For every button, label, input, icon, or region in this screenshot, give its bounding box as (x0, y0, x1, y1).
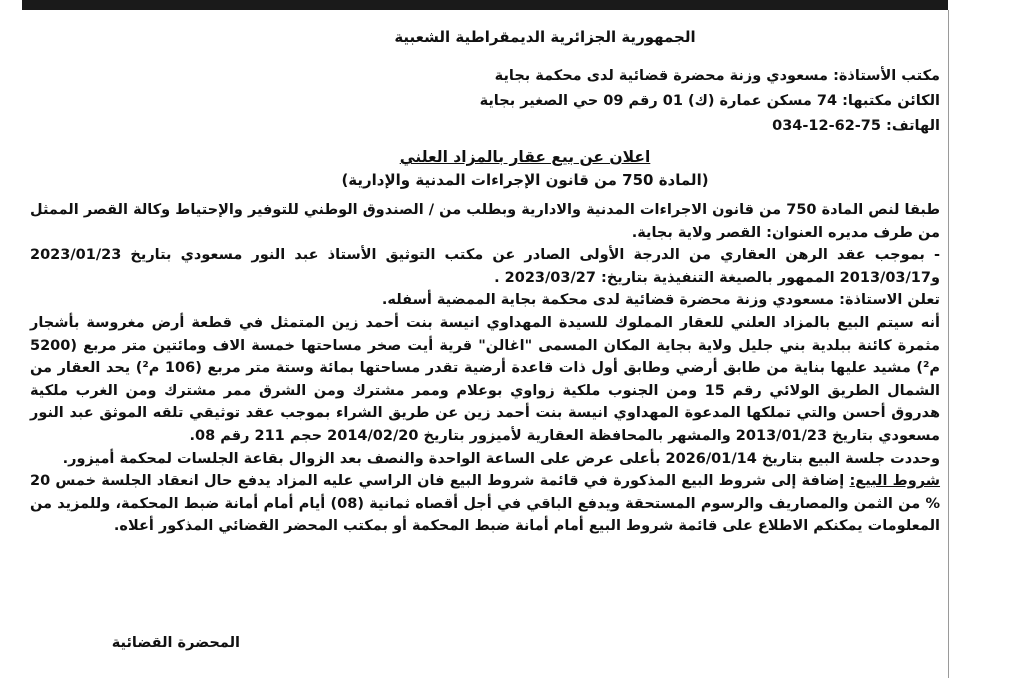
phone-value: 034-12-62-75 (772, 118, 881, 134)
conditions-label: شروط البيع: (849, 473, 941, 490)
conditions-text: إضافة إلى شروط البيع المذكورة في قائمة شروط البيع فان الراسي عليه المزاد يدفع حال انعقاد الجلسة خمس 20 % من الثمن والمصاريف والرسوم المستحقة ويدفع الباقي في أجل أقصاه ثمانية (08) أيام أمام أمانة ضبط المحكمة، وللمزيد من المعلومات يمكنكم الاطلاع على قائمة شروط البيع أمام أمانة ضبط المحكمة أو بمكتب المحضر القضائي المذكور أعلاه. (30, 473, 941, 535)
right-scan-edge (948, 10, 949, 678)
top-scan-border (22, 0, 948, 10)
announcement-title: اعلان عن بيع عقار بالمزاد العلني (399, 148, 651, 166)
office-name-line: مكتب الأستاذة: مسعودي وزنة محضرة قضائية لدى محكمة بجاية (494, 68, 940, 84)
signature: المحضرة القضائية (111, 635, 240, 651)
announcement-document (30, 22, 940, 672)
announcement-subtitle: (المادة 750 من قانون الإجراءات المدنية والإدارية) (341, 171, 709, 189)
office-block (30, 64, 940, 139)
office-phone-line (30, 114, 940, 139)
paragraph-request: طبقا لنص المادة 750 من قانون الاجراءات المدنية والادارية وبطلب من / الصندوق الوطني للتوفير والإحتياط وكالة القصر الممثل من طرف مديره العنوان: القصر ولاية بجاية. (30, 202, 940, 241)
paragraph-notice: تعلن الاستاذة: مسعودي وزنة محضرة قضائية لدى محكمة بجاية الممضية أسفله. (381, 292, 940, 309)
announcement-title-block (30, 145, 940, 169)
office-address-line: الكائن مكتبها: 74 مسكن عمارة (ك) 01 رقم 09 حي الصغير بجاية (479, 93, 940, 109)
republic-title: الجمهورية الجزائرية الديمقراطية الشعبية (394, 28, 696, 46)
paragraph-property: أنه سيتم البيع بالمزاد العلني للعقار المملوك للسيدة المهداوي انيسة بنت أحمد زين المتمثل في قطعة أرض مغروسة بأشجار مثمرة كائنة ببلدية بني جليل ولاية بجاية المكان المسمى "اغالن" قرية أيت صخر مساحتها خمسة الاف ومائتين متر مربع (5200 م²) مشيد عليها بناية من طابق أرضي وطابق أول ذات قاعدة أرضية تقدر مساحتها بمائة وستة متر مربع (106 م²) يحد العقار من الشمال الطريق الولائي رقم 15 ومن الجنوب ملكية زواوي بوعلام وممر مشترك ومن الشرق ممر مشترك ومن الغرب ملكية هدروق أحسن والتي تملكها المدعوة المهداوي انيسة بنت أحمد زين عن طريق الشراء بموجب عقد توثيقي تلقه الموثق عبد النور مسعودي بتاريخ 2013/01/23 والمشهر بالمحافظة العقارية لأميزور بتاريخ 2014/02/20 حجم 211 رقم 08. (30, 314, 940, 444)
paragraph-session: وحددت جلسة البيع بتاريخ 2026/01/14 بأعلى عرض على الساعة الواحدة والنصف بعد الزوال بقاعة الجلسات لمحكمة أميزور. (62, 450, 940, 467)
paragraph-conditions (30, 470, 940, 538)
paragraph-mortgage: - بموجب عقد الرهن العقاري من الدرجة الأولى الصادر عن مكتب التوثيق الأستاذ عبد النور مسعودي بتاريخ 2023/01/23 و2013/03/17 الممهور بالصيغة التنفيذية بتاريخ: 2023/03/27 . (30, 247, 940, 286)
phone-label: الهاتف: (886, 118, 940, 134)
